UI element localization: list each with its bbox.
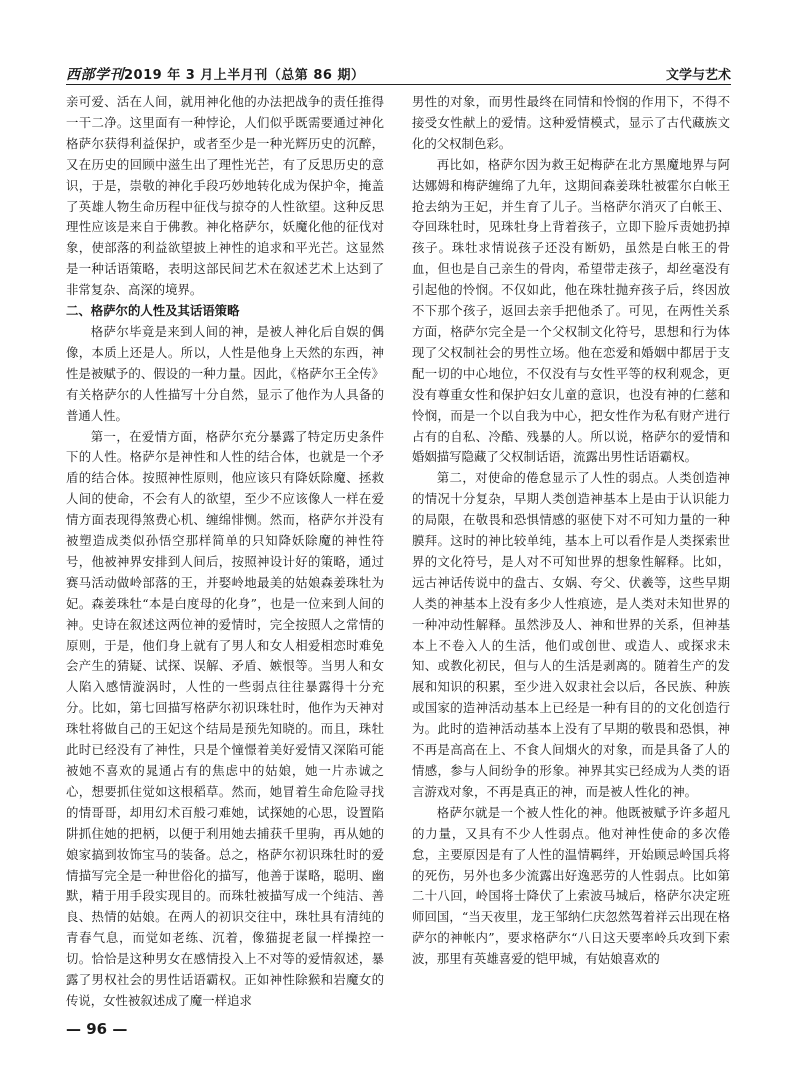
page-number: — 96 — (66, 1020, 128, 1038)
paragraph: 格萨尔毕竟是来到人间的神，是被人神化后自娱的偶像，本质上还是人。所以，人性是他身上天然的东西，神性是被赋予的、假设的一种力量。因此，《格萨尔王全传》有关格萨尔的人性描写十分自然，显示了他作为人具备的普通人性。 (66, 323, 384, 423)
paragraph: 亲可爱、活在人间，就用神化他的办法把战争的责任推得一干二净。这里面有一种悖论，人们似乎既需要通过神化格萨尔获得利益保护，或者至少是一种光辉历史的沉醉，又在历史的回顾中滋生出了理性光芒，有了反思历史的意识，于是，崇敬的神化手段巧妙地转化成为保护伞，掩盖了英雄人物生命历程中征伐与掠夺的人性欲望。这种反思理性应该是来自于佛教。神化格萨尔，妖魔化他的征伐对象，使部落的利益欲望披上神性的追求和平光芒。这显然是一种话语策略，表明这部民间艺术在叙述艺术上达到了非常复杂、高深的境界。 (66, 94, 384, 298)
paragraph: 格萨尔就是一个被人性化的神。他既被赋予许多超凡的力量，又具有不少人性弱点。他对神性使命的多次倦怠，主要原因是有了人性的温情羁绊，开始顾忌岭国兵将的死伤，另外也多少流露出好逸恶劳的人性弱点。比如第二十八回，岭国将士降伏了上索波马城后，格萨尔决定班师回国，“当天夜里，龙王邹纳仁庆忽然驾着祥云出现在格萨尔的神帐内”，要求格萨尔“八日这天要率岭兵攻到下索波，那里有英雄喜爱的铠甲城，有姑娘喜欢的 (412, 804, 730, 967)
paragraph: 第二，对使命的倦怠显示了人性的弱点。人类创造神的情况十分复杂，早期人类创造神基本上是由于认识能力的局限，在敬畏和恐惧情感的驱使下对不可知力量的一种膜拜。这时的神比较单纯，基本上可以看作是人类探索世界的文化符号，是人对不可知世界的想象性解释。比如，远古神话传说中的盘古、女娲、夸父、伏羲等，这些早期人类的神基本上没有多少人性痕迹，是人类对未知世界的一种冲动性解释。虽然涉及人、神和世界的关系，但神基本上不卷入人的生活，他们或创世、或造人、或探求未知、或教化初民，但与人的生活是剥离的。随着生产的发展和知识的积累，至少进入奴隶社会以后，各民族、种族或国家的造神活动基本上已经是一种有目的的文化创造行为。此时的造神活动基本上没有了早期的敬畏和恐惧，神不再是高高在上、不食人间烟火的对象，而是具备了人的情感，参与人间纷争的形象。神界其实已经成为人类的语言游戏对象，不再是真正的神，而是被人性化的神。 (412, 470, 730, 799)
section-heading: 二、格萨尔的人性及其话语策略 (66, 303, 240, 319)
paragraph: 再比如，格萨尔因为救王妃梅萨在北方黑魔地界与阿达娜姆和梅萨缠绵了九年，这期间森姜珠牡被霍尔白帐王抢去纳为王妃，并生育了儿子。当格萨尔消灭了白帐王、夺回珠牡时，见珠牡身上背着孩子，立即下脸斥责她扔掉孩子。珠牡求情说孩子还没有断奶，虽然是白帐王的骨血，但也是自己亲生的骨肉，希望带走孩子，却丝毫没有引起他的怜悯。不仅如此，他在珠牡抛弃孩子后，终因放不下那个孩子，返回去亲手把他杀了。可见，在两性关系方面，格萨尔完全是一个父权制文化符号，思想和行为体现了父权制社会的男性立场。他在恋爱和婚姻中都居于支配一切的中心地位，不仅没有与女性平等的权利观念，更没有尊重女性和保护妇女儿童的意识，也没有神的仁慈和怜悯，而是一个以自我为中心，把女性作为私有财产进行占有的自私、冷酷、残暴的人。所以说，格萨尔的爱情和婚姻描写隐藏了父权制话语，流露出男性话语霸权。 (412, 156, 730, 465)
paragraph: 男性的对象，而男性最终在同情和怜悯的作用下，不得不接受女性献上的爱情。这种爱情模式，显示了古代藏族文化的父权制色彩。 (412, 94, 730, 151)
journal-masthead (66, 64, 364, 84)
issue-info: 2019 年 3 月上半月刊（总第 86 期） (124, 68, 365, 83)
paragraph: 第一，在爱情方面，格萨尔充分暴露了特定历史条件下的人性。格萨尔是神性和人性的结合体，也就是一个矛盾的结合体。按照神性原则，他应该只有降妖除魔、拯救人间的使命，不会有人的欲望，至少不应该像人一样在爱情方面表现得煞费心机、缠绵悱恻。然而，格萨尔并没有被塑造成类似孙悟空那样简单的只知降妖除魔的神性符号，他被神界安排到人间后，按照神设计好的策略，通过赛马活动做岭部落的王，并娶岭地最美的姑娘森姜珠牡为妃。森姜珠牡“本是白度母的化身”，也是一位来到人间的神。史诗在叙述这两位神的爱情时，完全按照人之常情的原则，于是，他们身上就有了男人和女人相爱相恋时难免会产生的猜疑、试探、误解、矛盾、嫉恨等。当男人和女人陷入感情漩涡时，人性的一些弱点往往暴露得十分充分。比如，第七回描写格萨尔初识珠牡时，他作为天神对珠牡将做自己的王妃这个结局是预先知晓的。而且，珠牡此时已经没有了神性，只是个憧憬着美好爱情又深陷可能被她不喜欢的晁通占有的焦虑中的姑娘，她一片赤诚之心，想要抓住觉如这根稻草。然而，她冒着生命危险寻找的情哥哥，却用幻术百般刁难她，试探她的心思，设置陷阱抓住她的把柄，以便于利用她去捕获千里驹，再从她的娘家搞到妆饰宝马的装备。总之，格萨尔初识珠牡时的爱情描写完全是一种世俗化的描写，他善于谋略，聪明、幽默，精于用手段实现目的。而珠牡被描写成一个纯洁、善良、热情的姑娘。在两人的初识交往中，珠牡具有清纯的青春气息，而觉如老练、沉着，像猫捉老鼠一样操控一切。恰恰是这种男女在感情投入上不对等的爱情叙述，暴露了男权社会的男性话语霸权。正如神性除猴和岩魔女的传说，女性被叙述成了魔一样追求 (66, 428, 384, 1008)
section-title: 文学与艺术 (665, 68, 731, 83)
journal-name: 西部学刊 (66, 67, 124, 83)
page-header (66, 58, 731, 85)
left-column (66, 92, 384, 1012)
right-column (412, 92, 730, 970)
